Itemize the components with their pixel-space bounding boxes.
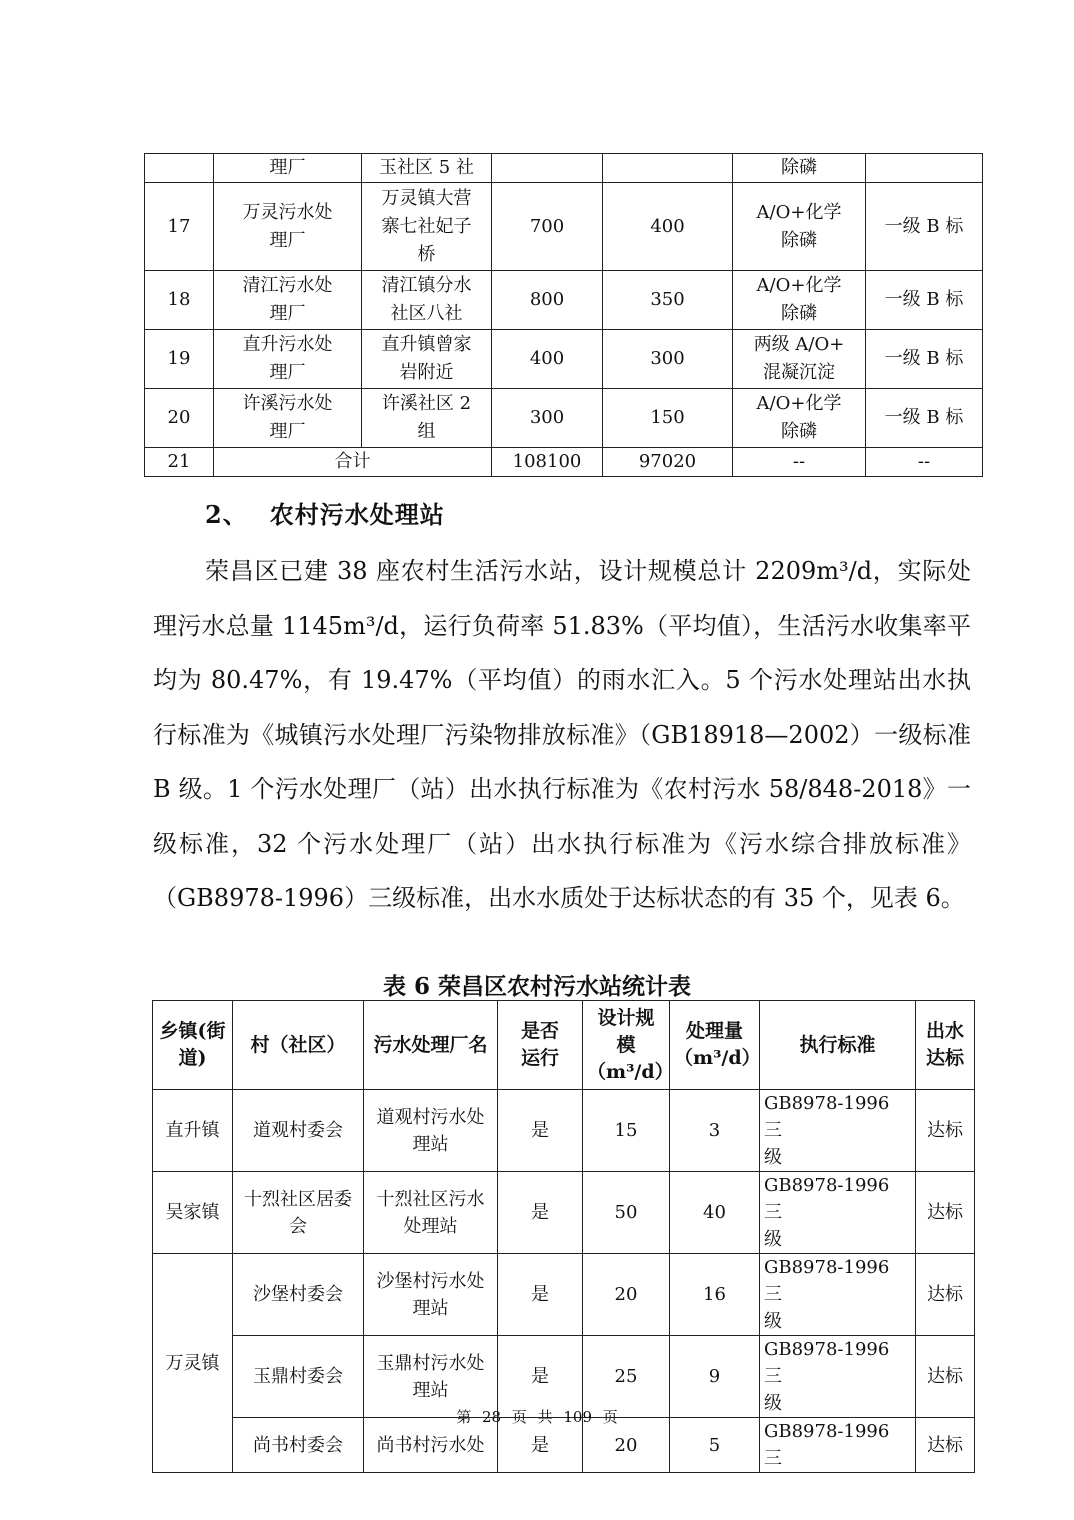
village: 道观村委会 — [233, 1090, 364, 1172]
plant-name: 许溪污水处 理厂 — [214, 389, 362, 448]
actual-volume: 40 — [670, 1172, 760, 1254]
design-capacity: 300 — [492, 389, 603, 448]
discharge-standard: GB8978-1996 三 级 — [760, 1254, 916, 1336]
header-standard: 执行标准 — [760, 1001, 916, 1090]
section-heading — [205, 495, 445, 530]
row-no: 18 — [145, 271, 214, 330]
rural-station-table — [152, 1000, 975, 1473]
table-caption: 表 6 荣昌区农村污水站统计表 — [382, 973, 692, 1000]
plant-name: 十烈社区污水 处理站 — [364, 1172, 498, 1254]
running-status: 是 — [498, 1336, 583, 1418]
plant-name: 直升污水处 理厂 — [214, 330, 362, 389]
actual-volume: 300 — [603, 330, 733, 389]
header-plant: 污水处理厂名 — [364, 1001, 498, 1090]
table-row — [153, 1090, 975, 1172]
total-actual-volume: 97020 — [603, 448, 733, 477]
plant-location: 玉社区 5 社 — [362, 154, 492, 183]
total-standard: -- — [866, 448, 983, 477]
running-status: 是 — [498, 1090, 583, 1172]
design-capacity: 400 — [492, 330, 603, 389]
running-status: 是 — [498, 1172, 583, 1254]
total-label: 合计 — [214, 448, 492, 477]
village: 十烈社区居委 会 — [233, 1172, 364, 1254]
plant-location: 万灵镇大营 寨七社妃子 桥 — [362, 183, 492, 271]
design-capacity: 700 — [492, 183, 603, 271]
table-header-row — [153, 1001, 975, 1090]
village: 沙堡村委会 — [233, 1254, 364, 1336]
discharge-standard: 一级 B 标 — [866, 183, 983, 271]
body-paragraph: 荣昌区已建 38 座农村生活污水站，设计规模总计 2209m³/d，实际处理污水总量 1145m³/d，运行负荷率 51.83%（平均值），生活污水收集率平均为 80.47%，有 19.47%（平均值）的雨水汇入。5 个污水处理站出水执行标准为《城镇污水处理厂污染物排放标准》（GB18918—2002）一级标准 B 级。1 个污水处理厂（站）出水执行标准为《农村污水 58/848-2018》一级标准，32 个污水处理厂（站）出水执行标准为《污水综合排放标准》（GB8978-1996）三级标准，出水水质处于达标状态的有 35 个，见表 6。 — [153, 557, 971, 912]
actual-volume: 9 — [670, 1336, 760, 1418]
plant-name: 玉鼎村污水处 理站 — [364, 1336, 498, 1418]
row-no: 17 — [145, 183, 214, 271]
plant-location: 直升镇曾家 岩附近 — [362, 330, 492, 389]
total-design-capacity: 108100 — [492, 448, 603, 477]
table-row — [153, 1172, 975, 1254]
actual-volume: 5 — [670, 1418, 760, 1473]
process: 除磷 — [733, 154, 866, 183]
row-no: 20 — [145, 389, 214, 448]
running-status: 是 — [498, 1418, 583, 1473]
process: A/O+化学 除磷 — [733, 271, 866, 330]
page-footer: 第 28 页 共 109 页 — [456, 1408, 618, 1426]
header-town: 乡镇(街 道) — [153, 1001, 233, 1090]
process: 两级 A/O+ 混凝沉淀 — [733, 330, 866, 389]
header-village: 村（社区） — [233, 1001, 364, 1090]
plant-name: 尚书村污水处 — [364, 1418, 498, 1473]
discharge-standard: GB8978-1996 三 级 — [760, 1172, 916, 1254]
town: 吴家镇 — [153, 1172, 233, 1254]
village: 尚书村委会 — [233, 1418, 364, 1473]
design-capacity: 20 — [583, 1418, 670, 1473]
discharge-standard: GB8978-1996 三 — [760, 1418, 916, 1473]
design-capacity: 15 — [583, 1090, 670, 1172]
table-row — [145, 330, 983, 389]
row-no — [145, 154, 214, 183]
compliance: 达标 — [916, 1090, 975, 1172]
process: A/O+化学 除磷 — [733, 183, 866, 271]
town: 直升镇 — [153, 1090, 233, 1172]
actual-volume: 150 — [603, 389, 733, 448]
process: A/O+化学 除磷 — [733, 389, 866, 448]
discharge-standard: GB8978-1996 三 级 — [760, 1336, 916, 1418]
plant-location: 清江镇分水 社区八社 — [362, 271, 492, 330]
table-row — [145, 271, 983, 330]
actual-volume — [603, 154, 733, 183]
table-row — [145, 389, 983, 448]
design-capacity: 25 — [583, 1336, 670, 1418]
row-no: 19 — [145, 330, 214, 389]
section-title: 农村污水处理站 — [269, 500, 445, 529]
plant-name: 万灵污水处 理厂 — [214, 183, 362, 271]
section-number: 2、 — [205, 500, 248, 529]
table-row — [145, 183, 983, 271]
design-capacity: 800 — [492, 271, 603, 330]
town: 万灵镇 — [153, 1254, 233, 1473]
design-capacity — [492, 154, 603, 183]
plant-name: 沙堡村污水处 理站 — [364, 1254, 498, 1336]
plant-name: 道观村污水处 理站 — [364, 1090, 498, 1172]
actual-volume: 16 — [670, 1254, 760, 1336]
compliance: 达标 — [916, 1418, 975, 1473]
wastewater-plant-table — [144, 153, 983, 477]
design-capacity: 50 — [583, 1172, 670, 1254]
plant-name: 理厂 — [214, 154, 362, 183]
compliance: 达标 — [916, 1254, 975, 1336]
plant-location: 许溪社区 2 组 — [362, 389, 492, 448]
header-design: 设计规 模 （m³/d） — [583, 1001, 670, 1090]
plant-name: 清江污水处 理厂 — [214, 271, 362, 330]
design-capacity: 20 — [583, 1254, 670, 1336]
header-running: 是否 运行 — [498, 1001, 583, 1090]
compliance: 达标 — [916, 1172, 975, 1254]
table-row — [153, 1254, 975, 1336]
discharge-standard: 一级 B 标 — [866, 271, 983, 330]
total-row — [145, 448, 983, 477]
row-no: 21 — [145, 448, 214, 477]
running-status: 是 — [498, 1254, 583, 1336]
total-process: -- — [733, 448, 866, 477]
village: 玉鼎村委会 — [233, 1336, 364, 1418]
actual-volume: 350 — [603, 271, 733, 330]
actual-volume: 400 — [603, 183, 733, 271]
header-compliance: 出水 达标 — [916, 1001, 975, 1090]
discharge-standard — [866, 154, 983, 183]
discharge-standard: GB8978-1996 三 级 — [760, 1090, 916, 1172]
discharge-standard: 一级 B 标 — [866, 330, 983, 389]
compliance: 达标 — [916, 1336, 975, 1418]
table-row — [145, 154, 983, 183]
header-actual: 处理量 （m³/d） — [670, 1001, 760, 1090]
actual-volume: 3 — [670, 1090, 760, 1172]
discharge-standard: 一级 B 标 — [866, 389, 983, 448]
